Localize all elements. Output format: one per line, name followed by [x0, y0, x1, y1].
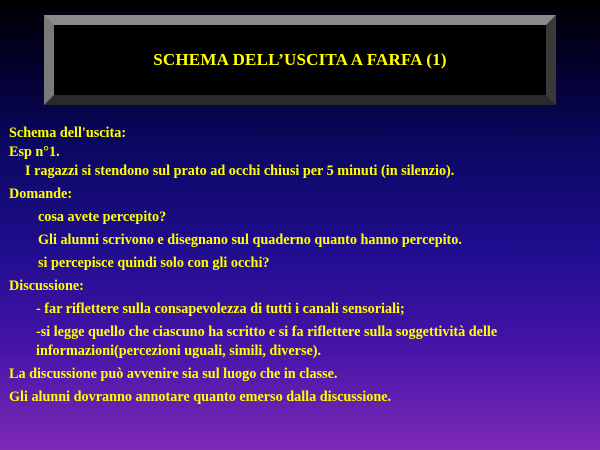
title-box-bevel-right	[546, 15, 556, 105]
discussion-point-senses: - far riflettere sulla consapevolezza di tutti i canali sensoriali;	[36, 301, 405, 317]
title-box-face	[54, 25, 546, 95]
experiment-number: Esp n°1.	[9, 144, 60, 160]
title-box-bevel-top	[44, 15, 556, 25]
question-eyes-only: si percepisce quindi solo con gli occhi?	[38, 255, 270, 271]
section-heading-discussion: Discussione:	[9, 278, 84, 294]
discussion-point-subjectivity-cont: informazioni(percezioni uguali, simili, diverse).	[36, 343, 322, 359]
title-box-bevel-left	[44, 15, 54, 105]
slide-body	[9, 124, 594, 407]
discussion-point-subjectivity: -si legge quello che ciascuno ha scritto e si fa riflettere sulla soggettività delle	[36, 324, 498, 340]
section-heading-questions: Domande:	[9, 186, 73, 202]
discussion-location-note: La discussione può avvenire sia sul luogo che in classe.	[9, 366, 338, 382]
experiment-description: I ragazzi si stendono sul prato ad occhi chiusi per 5 minuti (in silenzio).	[25, 163, 455, 179]
question-perceived: cosa avete percepito?	[38, 209, 167, 225]
students-annotate-note: Gli alunni dovranno annotare quanto emerso dalla discussione.	[9, 389, 392, 405]
slide-title: SCHEMA DELL’USCITA A FARFA (1)	[153, 50, 447, 69]
title-box-bevel-bottom	[44, 95, 556, 105]
title-box	[44, 15, 556, 105]
section-heading-schema: Schema dell'uscita:	[9, 125, 127, 141]
students-write-draw: Gli alunni scrivono e disegnano sul quaderno quanto hanno percepito.	[38, 232, 462, 248]
